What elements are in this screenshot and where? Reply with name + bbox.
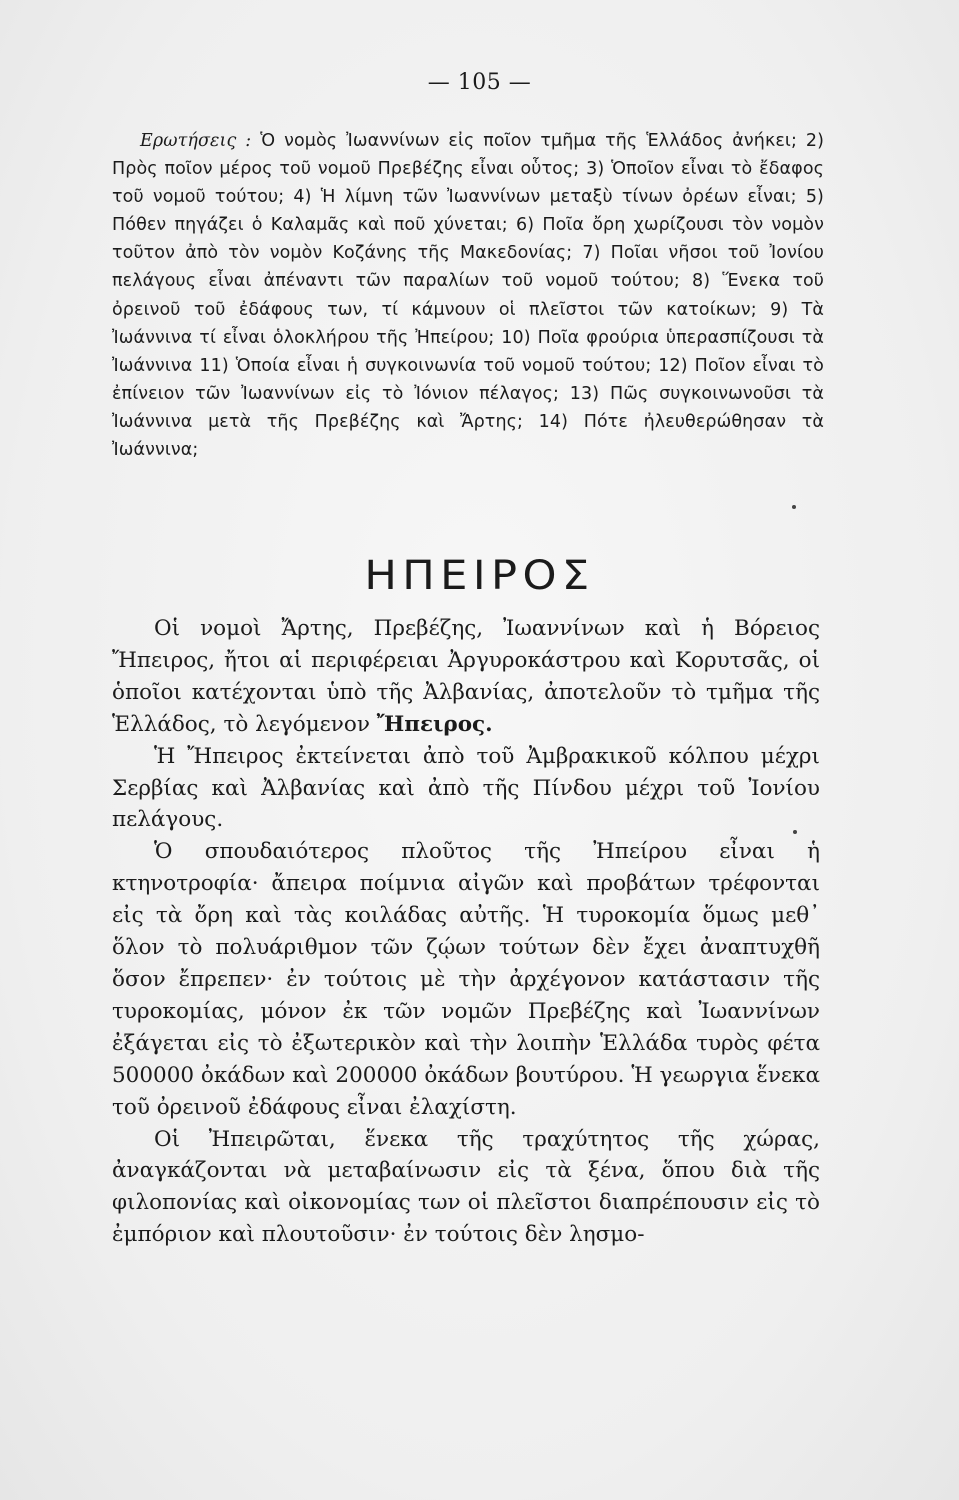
paragraph-4: Οἱ Ἠπειρῶται, ἕνεκα τῆς τραχύτητος τῆς χώρας, ἀναγκάζονται νὰ μεταβαίνωσιν εἰς τὰ ξένα, ὅπου διὰ τῆς φιλοπονίας καὶ οἰκονομίας των οἱ πλεῖστοι διαπρέπουσιν εἰς τὸ ἐμπόριον καὶ πλουτοῦσιν· ἐν τούτοις δὲν λησμο- bbox=[112, 1126, 820, 1248]
paragraph-2: Ἡ Ἤπειρος ἐκτείνεται ἀπὸ τοῦ Ἀμβρακικοῦ κόλπου μέχρι Σερβίας καὶ Ἀλβανίας καὶ ἀπὸ τῆς Πίνδου μέχρι τοῦ Ἰονίου πελάγους. bbox=[112, 743, 820, 833]
page-number: — 105 — bbox=[427, 70, 532, 95]
questions-text: Ὁ νομὸς Ἰωαννίνων εἰς ποῖον τμῆμα τῆς Ἑλλάδος ἀνήκει; 2) Πρὸς ποῖον μέρος τοῦ νομοῦ Πρεβέζης εἶναι οὗτος; 3) Ὁποῖον εἶναι τὸ ἔδαφος τοῦ νομοῦ τούτου; 4) Ἡ λίμνη τῶν Ἰωαννίνων μεταξὺ τίνων ὀρέων εἶναι; 5) Πόθεν πηγάζει ὁ Καλαμᾶς καὶ ποῦ χύνεται; 6) Ποῖα ὄρη χωρίζουσι τὸν νομὸν τοῦτον ἀπὸ τὸν νομὸν Κοζάνης τῆς Μακεδονίας; 7) Ποῖαι νῆσοι τοῦ Ἰονίου πελάγους εἶναι ἀπέναντι τῶν παραλίων τοῦ νομοῦ τούτου; 8) Ἕνεκα τοῦ ὀρεινοῦ τοῦ ἐδάφους των, τί κάμνουν οἱ πλεῖστοι τῶν κατοίκων; 9) Τὰ Ἰωάννινα τί εἶναι ὁλοκλήρου τῆς Ἠπείρου; 10) Ποῖα φρούρια ὑπερασπίζουσι τὰ Ἰωάννινα 11) Ὁποία εἶναι ἡ συγκοινωνία τοῦ νομοῦ τούτου; 12) Ποῖον εἶναι τὸ ἐπίνειον τῶν Ἰωαννίνων εἰς τὸ Ἰόνιον πέλαγος; 13) Πῶς συγκοινωνοῦσι τὰ Ἰωάννινα μετὰ τῆς Πρεβέζης καὶ Ἄρτης; 14) Πότε ἠλευθερώθησαν τὰ Ἰωάννινα; bbox=[112, 131, 825, 461]
print-speck bbox=[793, 830, 797, 834]
questions-paragraph bbox=[112, 127, 824, 464]
section-title: ΗΠΕΙΡΟΣ bbox=[364, 553, 595, 599]
section-body bbox=[112, 613, 820, 1251]
paragraph-1 bbox=[112, 613, 820, 741]
print-speck bbox=[792, 505, 796, 509]
paragraph-3: Ὁ σπουδαιότερος πλοῦτος τῆς Ἠπείρου εἶναι ἡ κτηνοτροφία· ἄπειρα ποίμνια αἰγῶν καὶ προβάτων τρέφονται εἰς τὰ ὄρη καὶ τὰς κοιλάδας αὐτῆς. Ἡ τυροκομία ὅμως μεθ᾽ ὅλον τὸ πολυάριθμον τῶν ζῴων τούτων δὲν ἔχει ἀναπτυχθῆ ὅσον ἔπρεπεν· ἐν τούτοις μὲ τὴν ἀρχέγονον κατάστασιν τῆς τυροκομίας, μόνον ἐκ τῶν νομῶν Πρεβέζης καὶ Ἰωαννίνων ἐξάγεται εἰς τὸ ἐξωτερικὸν καὶ τὴν λοιπὴν Ἑλλάδα τυρὸς φέτα 500000 ὀκάδων καὶ 200000 ὀκάδων βουτύρου. Ἡ γεωργια ἕνεκα τοῦ ὀρεινοῦ ἐδάφους εἶναι ἐλαχίστη. bbox=[112, 839, 820, 1120]
paragraph-1-term: Ἤπειρος. bbox=[376, 711, 493, 737]
paragraph-1-text: Οἱ νομοὶ Ἄρτης, Πρεβέζης, Ἰωαννίνων καὶ ἡ Βόρειος Ἤπειρος, ἤτοι αἱ περιφέρειαι Ἀργυροκάστρου καὶ Κορυτσᾶς, οἱ ὁποῖοι κατέχονται ὑπὸ τῆς Ἀλβανίας, ἀποτελοῦν τὸ τμῆμα τῆς Ἑλλάδος, τὸ λεγόμενον bbox=[112, 616, 820, 737]
questions-label: Ερωτήσεις : bbox=[140, 131, 252, 151]
